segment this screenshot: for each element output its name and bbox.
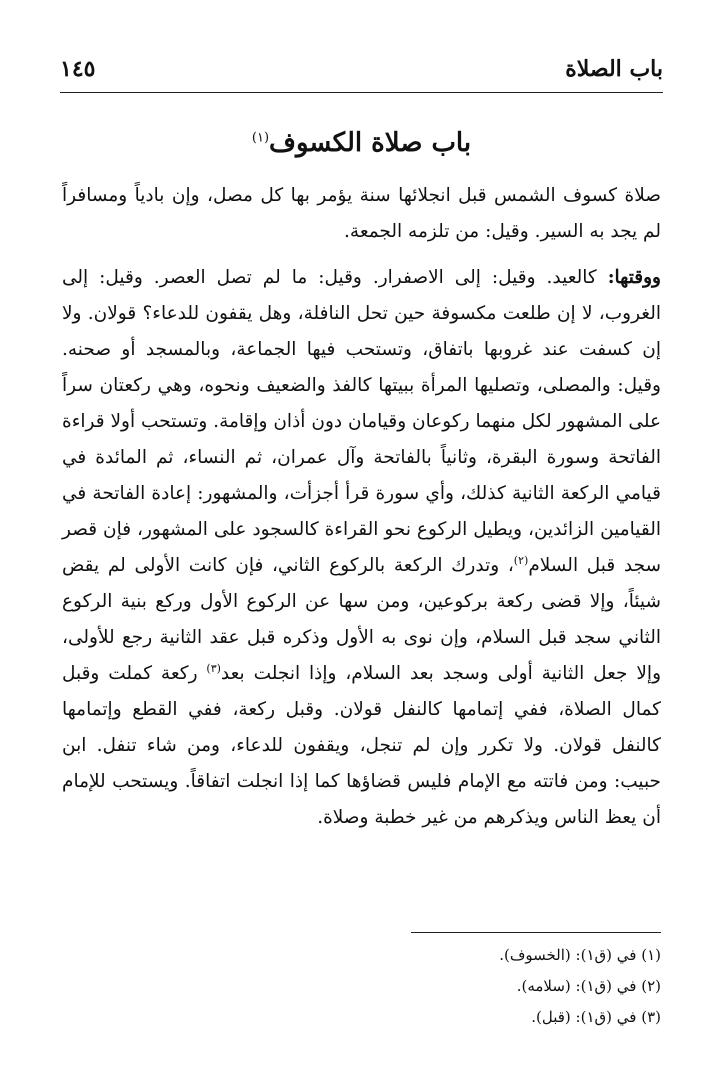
footnote-1: (١) في (ق١): (الخسوف). xyxy=(499,946,661,964)
chapter-title-text: باب صلاة الكسوف xyxy=(269,128,472,158)
footnote-ref-3: (٣) xyxy=(206,661,221,675)
paragraph-2-lead: ووقتها: xyxy=(607,267,661,288)
paragraph-1: صلاة كسوف الشمس قبل انجلائها سنة يؤمر بها كل مصل، وإن بادياً ومسافراً لم يجد به السير. وقيل: من تلزمه الجمعة. xyxy=(62,185,661,242)
paragraph-2-part3: ركعة كملت وقبل كمال الصلاة، ففي إتمامها كالنفل قولان. وقبل ركعة، ففي القطع وإتمامها كالنفل قولان. ولا تكرر وإن لم تنجل، ويقفون للدعاء، ومن شاء تنفل. ابن حبيب: ومن فاتته مع الإمام فليس قضاؤها كما إذا انجلت اتفاقاً. ويستحب للإمام أن يعظ الناس ويذكرهم من غير خطبة وصلاة. xyxy=(62,663,661,828)
footnote-rule xyxy=(411,932,661,933)
paragraph-2-part2: ، وتدرك الركعة بالركوع الثاني، فإن كانت الأولى لم يقض شيئاً، وإلا قضى ركعة بركوعين، ومن سها عن الركوع الأول وركع بنية الركوع الثاني سجد قبل السلام، وإن نوى به الأول وذكره قبل عقد الثانية رجع للأولى، وإلا جعل الثانية أولى وسجد بعد السلام، وإذا انجلت بعد xyxy=(62,555,662,684)
header-rule xyxy=(60,92,663,93)
paragraph-2-part1: كالعيد. وقيل: إلى الاصفرار. وقيل: ما لم تصل العصر. وقيل: إلى الغروب، لا إن طلعت مكسوفة حين تحل النافلة، وهل يقفون للدعاء؟ قولان. ولا إن كسفت عند غروبها باتفاق، وتستحب فيها الجماعة، وبالمسجد أو صحنه. وقيل: والمصلى، وتصليها المرأة ببيتها كالفذ والضعيف ونحوه، وهي ركعتان سراً على المشهور لكل منهما ركوعان وقيامان دون أذان وإقامة. وتستحب أولا قراءة الفاتحة وسورة البقرة، وثانياً بالفاتحة وآل عمران، ثم النساء، ثم المائدة في قيامي الركعة الثانية كذلك، وأي سورة قرأ أجزأت، والمشهور: إعادة الفاتحة في القيامين الزائدين، ويطيل الركوع نحو القراءة كالسجود على المشهور، فإن قصر سجد قبل السلام xyxy=(62,267,662,576)
body-text xyxy=(62,178,661,846)
running-title: باب الصلاة xyxy=(565,56,663,82)
paragraph-2 xyxy=(62,260,661,836)
chapter-note-ref: (١) xyxy=(251,130,270,146)
footnotes xyxy=(62,940,661,1033)
footnote-2: (٢) في (ق١): (سلامه). xyxy=(516,977,661,995)
page-number: ١٤٥ xyxy=(60,56,96,82)
chapter-title xyxy=(60,128,663,158)
running-header xyxy=(60,56,663,90)
footnote-3: (٣) في (ق١): (قبل). xyxy=(531,1008,661,1026)
footnote-ref-2: (٢) xyxy=(513,553,529,567)
